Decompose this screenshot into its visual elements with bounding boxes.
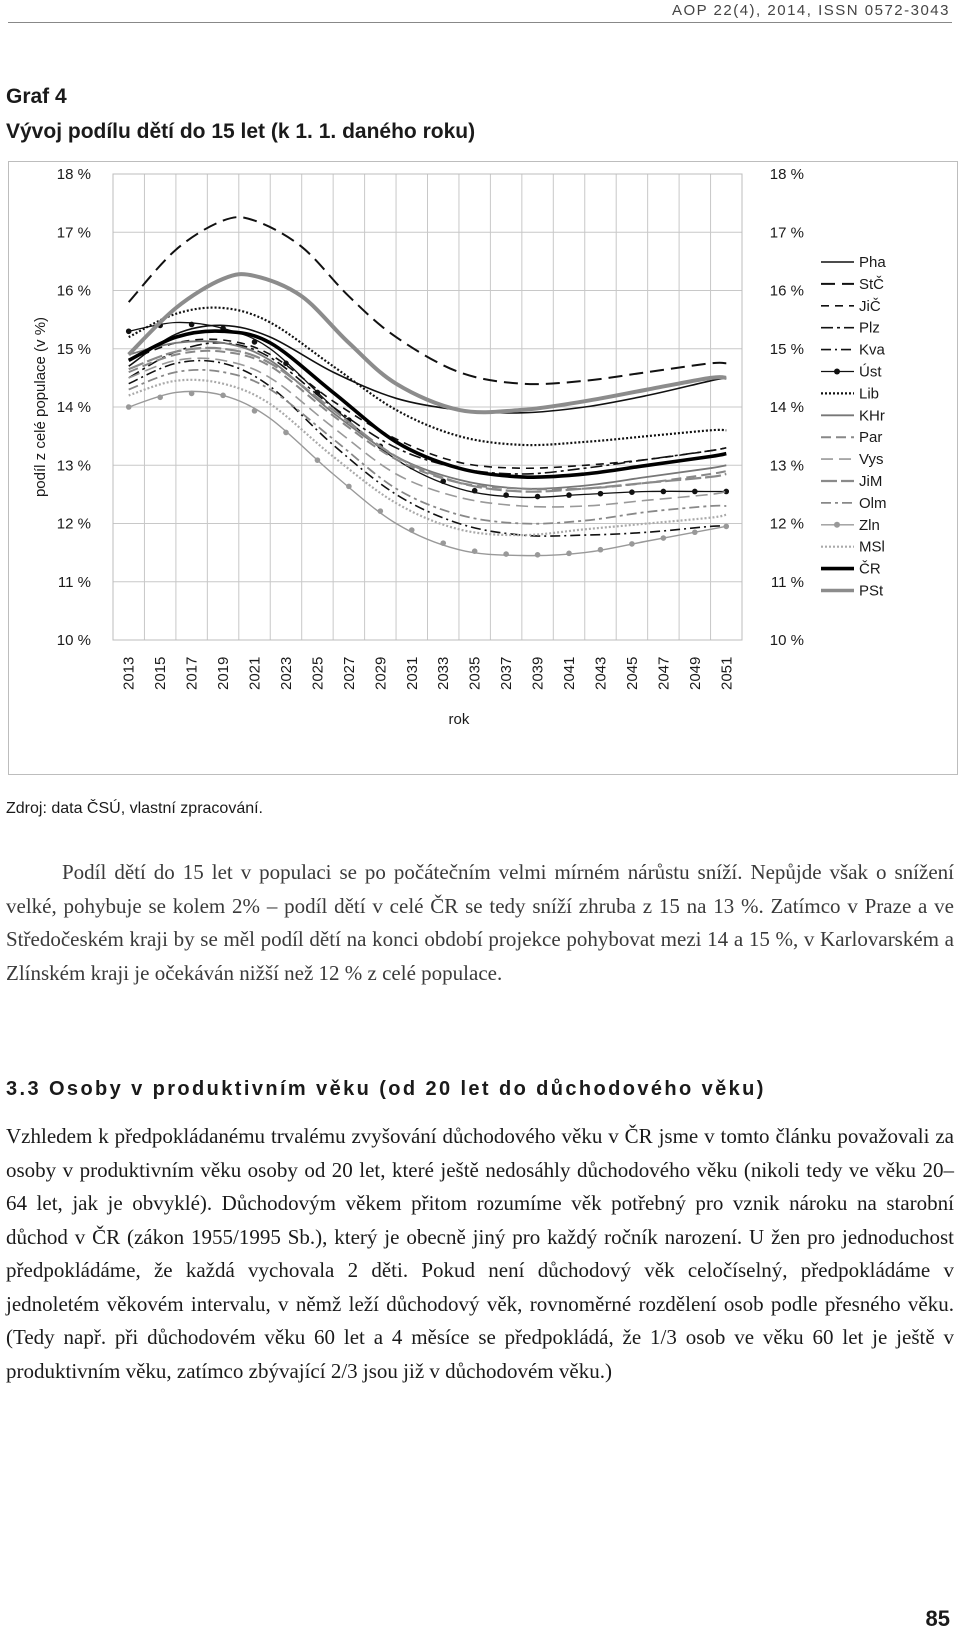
series-marker-ust	[629, 489, 635, 495]
x-tick-label: 2025	[309, 656, 327, 690]
series-marker-zln	[566, 551, 572, 557]
y-tick-label-right: 12 %	[769, 515, 804, 533]
series-marker-ust	[189, 322, 195, 328]
legend-label-olm: Olm	[859, 494, 887, 512]
series-marker-ust	[566, 492, 572, 498]
series-marker-zln	[503, 551, 509, 557]
y-tick-label-left: 15 %	[56, 340, 91, 358]
legend-marker-zln	[834, 522, 840, 528]
figure-source: Zdroj: data ČSÚ, vlastní zpracování.	[6, 800, 263, 817]
series-marker-ust	[315, 390, 321, 396]
y-tick-label-right: 17 %	[769, 224, 804, 242]
series-marker-zln	[661, 535, 667, 541]
series-marker-ust	[252, 339, 258, 345]
legend-label-stc: StČ	[859, 275, 885, 293]
y-tick-label-left: 17 %	[56, 224, 91, 242]
paragraph-1: Podíl dětí do 15 let v populaci se po počátečním velmi mírném nárůstu sníží. Nepůjde však o snížení velké, pohybuje se kolem 2% – podíl dětí v celé ČR se tedy sníží zhruba z 15 na 13 %. Zatímco v Praze a ve Středočeském kraji by se měl podíl dětí na konci období projekce pohybovat mezi 14 a 15 %, v Karlovarském a Zlínském kraji je očekáván nižší než 12 % z celé populace.	[6, 860, 954, 985]
series-marker-zln	[126, 404, 132, 410]
series-marker-ust	[440, 478, 446, 484]
series-marker-zln	[220, 393, 226, 399]
legend-marker-ust	[834, 369, 840, 375]
legend-label-jic: JiČ	[859, 297, 881, 315]
x-tick-label: 2045	[623, 656, 641, 690]
section-heading: 3.3 Osoby v produktivním věku (od 20 let do důchodového věku)	[6, 1078, 766, 1100]
legend-label-pha: Pha	[859, 254, 886, 271]
legend-label-msl: MSl	[859, 538, 885, 556]
series-marker-zln	[378, 508, 384, 514]
legend-label-pst: PSt	[859, 582, 884, 600]
x-tick-label: 2029	[372, 656, 390, 690]
series-marker-ust	[692, 489, 698, 495]
legend-label-par: Par	[859, 429, 883, 447]
x-tick-label: 2017	[183, 656, 201, 690]
x-tick-label: 2031	[403, 656, 421, 690]
legend-label-zln: Zln	[859, 516, 880, 534]
y-tick-label-left: 12 %	[56, 515, 91, 533]
legend-label-lib: Lib	[859, 385, 880, 403]
series-marker-ust	[503, 492, 509, 498]
y-tick-label-right: 14 %	[769, 399, 804, 416]
legend-label-vys: Vys	[859, 451, 884, 469]
x-tick-label: 2043	[592, 656, 610, 690]
series-marker-zln	[629, 541, 635, 547]
series-marker-ust	[661, 489, 667, 495]
series-marker-zln	[346, 484, 352, 490]
series-marker-zln	[723, 524, 729, 530]
header-rule	[8, 22, 952, 23]
series-marker-zln	[189, 391, 195, 397]
x-tick-label: 2047	[655, 656, 673, 690]
y-tick-label-left: 16 %	[56, 282, 91, 300]
chart-grid	[113, 174, 742, 640]
series-marker-ust	[598, 491, 604, 497]
x-tick-label: 2027	[340, 656, 358, 690]
x-tick-label: 2015	[152, 656, 170, 690]
series-marker-zln	[409, 527, 415, 533]
y-tick-label-right: 11 %	[770, 573, 804, 591]
y-tick-label-right: 10 %	[769, 632, 804, 649]
y-tick-label-left: 14 %	[56, 399, 91, 416]
x-tick-label: 2041	[561, 656, 579, 690]
series-marker-zln	[252, 408, 258, 414]
series-marker-ust	[283, 361, 289, 367]
y-tick-label-left: 11 %	[57, 573, 91, 591]
chart-ticks	[57, 166, 804, 690]
x-tick-label: 2023	[277, 656, 295, 690]
line-chart	[9, 162, 957, 774]
y-axis-label: podíl z celé populace (v %)	[32, 316, 49, 498]
paragraph-2: Vzhledem k předpokládanému trvalému zvyšování důchodového věku v ČR jsme v tomto článku považovali za osoby v produktivním věku osoby od 20 let, které ještě nedosáhly důchodového věku (nikoli tedy ve věku 20–64 let, jak je obvyklé). Důchodovým věkem přitom rozumíme věk potřebný pro vznik nároku na starobní důchod v ČR (zákon 1955/1995 Sb.), který je obecně jiný pro každý ročník narození. U žen pro jednoduchost předpokládáme, že každá vychovala 2 děti. Pokud není důchodový věk celočíselný, předpokládáme v jednoletém věkovém intervalu, v němž leží důchodový věk, rovnoměrné rozdělení osob podle přesného věku. (Tedy např. při důchodovém věku 60 let a 4 měsíce se předpokládá, že 1/3 osob ve věku 60 let je ještě v produktivním věku, zatímco zbývající 2/3 jsou již v důchodovém věku.)	[6, 1124, 954, 1383]
series-marker-zln	[692, 529, 698, 535]
chart-legend	[821, 254, 887, 600]
series-marker-ust	[535, 494, 541, 500]
x-tick-label: 2019	[215, 656, 233, 690]
series-marker-zln	[598, 547, 604, 553]
legend-label-ust: Úst	[859, 363, 882, 381]
series-marker-zln	[472, 548, 478, 554]
legend-label-kva: Kva	[859, 341, 885, 359]
series-marker-zln	[283, 430, 289, 436]
y-tick-label-right: 13 %	[769, 457, 804, 475]
chart-frame	[8, 161, 958, 775]
series-marker-zln	[440, 540, 446, 546]
journal-header: AOP 22(4), 2014, ISSN 0572-3043	[671, 2, 950, 19]
legend-label-jim: JiM	[859, 473, 883, 490]
series-marker-zln	[157, 394, 163, 400]
series-marker-zln	[535, 552, 541, 558]
y-tick-label-right: 18 %	[769, 166, 804, 183]
series-marker-ust	[472, 488, 478, 494]
x-tick-label: 2035	[466, 656, 484, 690]
x-axis-label: rok	[448, 711, 470, 728]
legend-label-plz: Plz	[859, 319, 880, 337]
page-number: 85	[925, 1606, 950, 1631]
series-marker-zln	[315, 457, 321, 463]
y-tick-label-left: 13 %	[56, 457, 91, 475]
y-tick-label-left: 18 %	[56, 166, 91, 183]
y-tick-label-right: 16 %	[769, 282, 804, 300]
y-tick-label-right: 15 %	[769, 340, 804, 358]
legend-label-cr: ČR	[859, 560, 881, 578]
x-tick-label: 2049	[686, 656, 704, 690]
x-tick-label: 2021	[246, 656, 264, 690]
legend-label-khr: KHr	[859, 407, 885, 425]
series-marker-ust	[126, 328, 132, 334]
x-tick-label: 2033	[435, 656, 453, 690]
figure-number: Graf 4	[6, 85, 67, 108]
x-tick-label: 2013	[120, 656, 138, 690]
x-tick-label: 2051	[718, 656, 736, 690]
figure-title: Vývoj podílu dětí do 15 let (k 1. 1. daného roku)	[6, 120, 476, 143]
x-tick-label: 2037	[498, 656, 516, 690]
y-tick-label-left: 10 %	[56, 632, 91, 649]
x-tick-label: 2039	[529, 656, 547, 690]
